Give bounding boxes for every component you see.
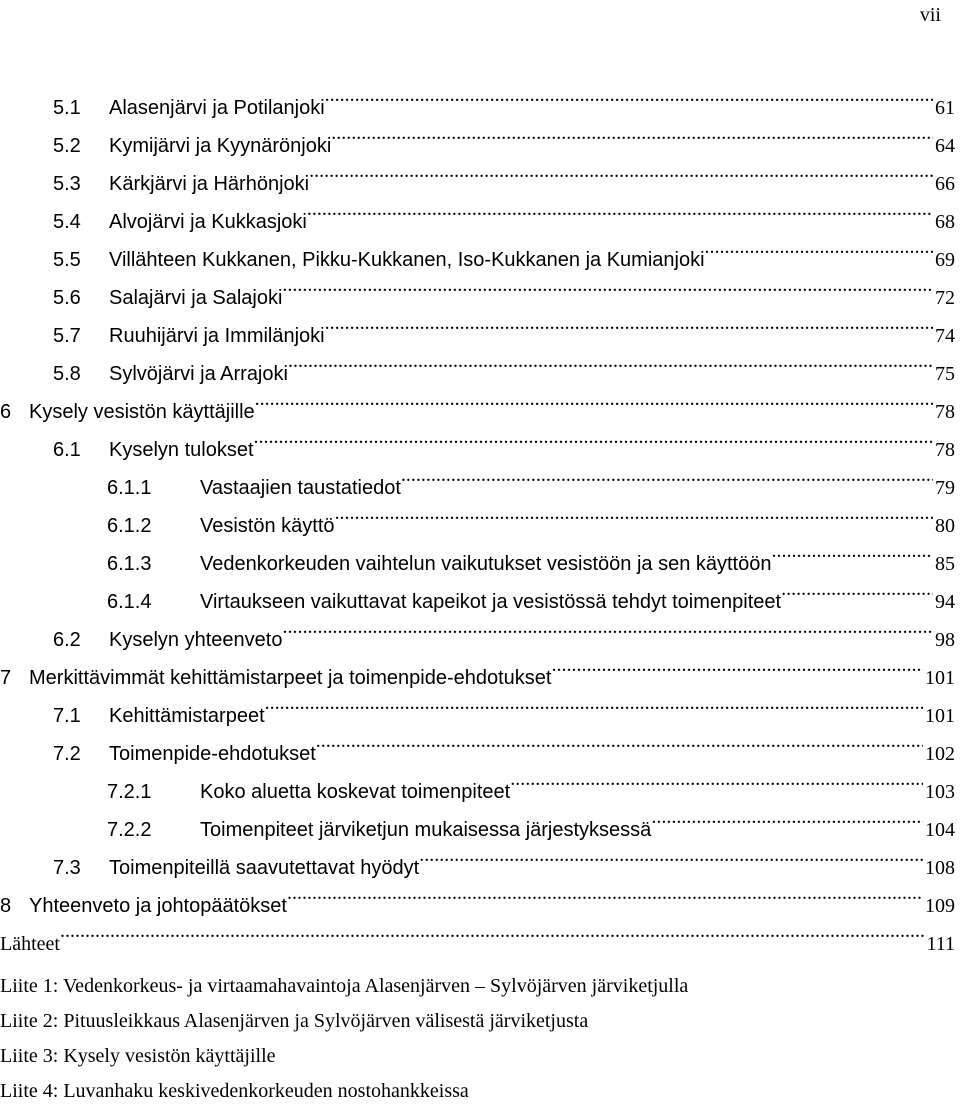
appendix-entry[interactable]: Liite 1: Vedenkorkeus- ja virtaamahavaintoja Alasenjärven – Sylvöjärven järviketjulla [0,975,689,997]
toc-dot-leader [781,570,933,608]
toc-entry-number: 7 [0,667,12,689]
toc-entry-number: 6.1.2 [107,515,152,537]
toc-entry-number: 6.1 [53,439,81,461]
toc-entry-title: Ruuhijärvi ja Immilänjoki [109,325,325,347]
toc-entry-page: 64 [935,135,955,157]
toc-dot-leader [551,646,923,684]
toc-dot-leader [265,684,923,722]
toc-entry-title: Vesistön käyttö [200,515,335,537]
toc-dot-leader [771,532,933,570]
appendix-entry[interactable]: Liite 3: Kysely vesistön käyttäjille [0,1045,276,1067]
toc-entry[interactable] [0,76,955,119]
toc-dot-leader [307,190,933,228]
toc-entry-page: 101 [925,667,955,689]
toc-entry-number: 7.2 [53,743,81,765]
toc-entry-page: 66 [935,173,955,195]
toc-dot-leader [325,76,933,114]
toc-entry-number: 5.2 [53,135,81,157]
toc-entry-page: 94 [935,591,955,613]
toc-entry-number: 7.3 [53,857,81,879]
toc-entry-title: Kysely vesistön käyttäjille [29,401,255,423]
toc-entry-page: 79 [935,477,955,499]
toc-entry-number: 7.2.1 [107,781,152,803]
appendix-entry[interactable]: Liite 2: Pituusleikkaus Alasenjärven ja Sylvöjärven välisestä järviketjusta [0,1010,589,1032]
toc-entry-title: Sylvöjärvi ja Arrajoki [109,363,288,385]
toc-entry-title: Toimenpide-ehdotukset [109,743,316,765]
toc-entry-page: 78 [935,439,955,461]
toc-entry-title: Villähteen Kukkanen, Pikku-Kukkanen, Iso-Kukkanen ja Kumianjoki [109,249,705,271]
toc-entry-page: 101 [925,705,955,727]
page-number: vii [919,4,941,26]
toc-entry-title: Yhteenveto ja johtopäätökset [29,895,287,917]
toc-entry-number: 5.3 [53,173,81,195]
toc-dot-leader [510,760,923,798]
toc-entry-title: Vedenkorkeuden vaihtelun vaikutukset vesistöön ja sen käyttöön [200,553,772,575]
toc-entry-page: 69 [935,249,955,271]
toc-entry[interactable] [0,912,955,955]
toc-entry-page: 103 [925,781,955,803]
appendix-entry[interactable]: Liite 4: Luvanhaku keskivedenkorkeuden nostohankkeissa [0,1080,469,1102]
toc-dot-leader [282,266,933,304]
toc-entry-title: Lähteet [0,933,60,955]
toc-entry-page: 108 [925,857,955,879]
toc-entry-title: Kymijärvi ja Kyynärönjoki [109,135,332,157]
toc-entry-page: 85 [935,553,955,575]
toc-entry-number: 6.1.1 [107,477,152,499]
toc-dot-leader [705,228,933,266]
toc-entry-title: Salajärvi ja Salajoki [109,287,283,309]
toc-dot-leader [254,418,933,456]
toc-entry-number: 6.1.3 [107,553,152,575]
toc-entry-number: 6.1.4 [107,591,152,613]
toc-entry-title: Toimenpiteet järviketjun mukaisessa järjestyksessä [200,819,652,841]
toc-entry-title: Koko aluetta koskevat toimenpiteet [200,781,511,803]
toc-entry-title: Kyselyn tulokset [109,439,254,461]
toc-dot-leader [316,722,923,760]
toc-dot-leader [309,152,933,190]
toc-entry-title: Kehittämistarpeet [109,705,265,727]
toc-entry-page: 75 [935,363,955,385]
toc-entry-number: 6.2 [53,629,81,651]
toc-entry-page: 68 [935,211,955,233]
toc-entry-number: 7.1 [53,705,81,727]
toc-dot-leader [401,456,933,494]
toc-entry-page: 74 [935,325,955,347]
toc-entry-title: Kärkjärvi ja Härhönjoki [109,173,310,195]
toc-entry-number: 7.2.2 [107,819,152,841]
toc-dot-leader [331,114,933,152]
toc-entry-number: 6 [0,401,12,423]
toc-entry-page: 111 [926,933,955,955]
toc-entry-number: 5.4 [53,211,81,233]
toc-dot-leader [288,342,933,380]
toc-entry-number: 5.7 [53,325,81,347]
toc-dot-leader [255,380,933,418]
toc-entry-title: Vastaajien taustatiedot [200,477,401,499]
toc-entry-page: 80 [935,515,955,537]
toc-dot-leader [335,494,933,532]
toc-entry-page: 109 [925,895,955,917]
toc-entry-title: Kyselyn yhteenveto [109,629,283,651]
toc-entry-title: Alvojärvi ja Kukkasjoki [109,211,307,233]
toc-entry-page: 61 [935,97,955,119]
toc-dot-leader [651,798,923,836]
table-of-contents [0,76,955,955]
toc-entry-number: 5.8 [53,363,81,385]
toc-dot-leader [419,836,923,874]
toc-dot-leader [60,912,925,950]
toc-dot-leader [287,874,923,912]
toc-entry-page: 102 [925,743,955,765]
toc-entry-title: Toimenpiteillä saavutettavat hyödyt [109,857,420,879]
toc-entry-title: Alasenjärvi ja Potilanjoki [109,97,325,119]
toc-entry-page: 104 [925,819,955,841]
toc-entry-title: Virtaukseen vaikuttavat kapeikot ja vesistössä tehdyt toimenpiteet [200,591,782,613]
toc-entry-number: 5.6 [53,287,81,309]
toc-entry-title: Merkittävimmät kehittämistarpeet ja toimenpide-ehdotukset [29,667,552,689]
toc-dot-leader [325,304,933,342]
toc-entry-number: 5.1 [53,97,81,119]
toc-entry-page: 98 [935,629,955,651]
toc-entry-number: 8 [0,895,12,917]
toc-entry-page: 78 [935,401,955,423]
appendix-list [0,969,955,1109]
toc-entry-page: 72 [935,287,955,309]
toc-entry-number: 5.5 [53,249,81,271]
toc-dot-leader [282,608,933,646]
